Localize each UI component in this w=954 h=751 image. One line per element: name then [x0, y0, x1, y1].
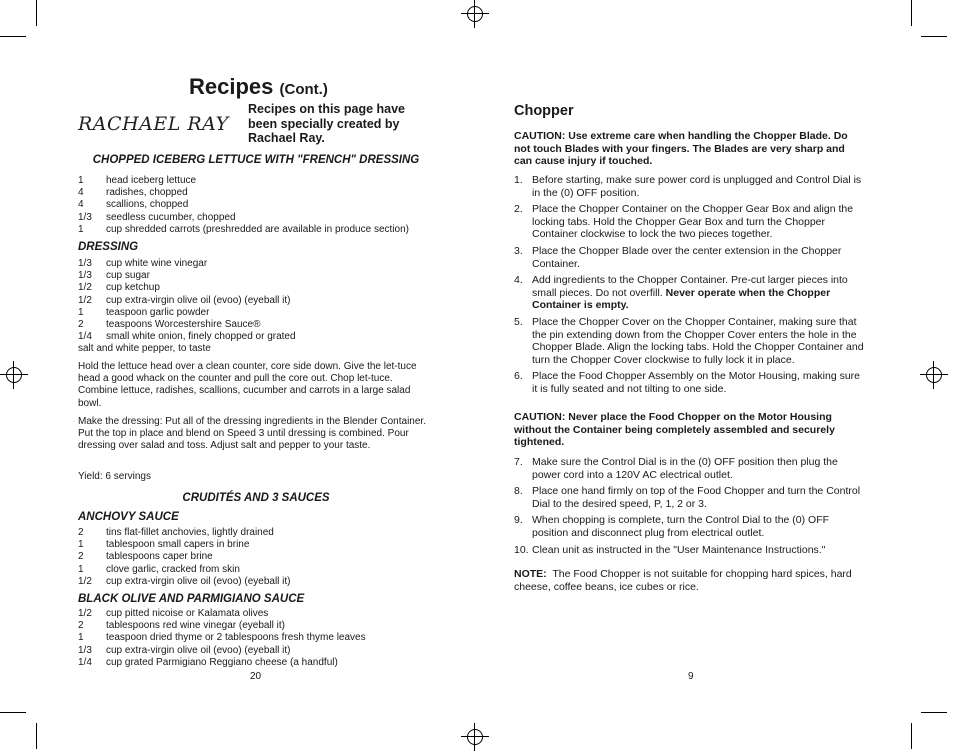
ingredient-row [78, 551, 434, 563]
caution-text: CAUTION: Never place the Food Chopper on the Motor Housing without the Container being completely assembled and securely tightened. [514, 411, 835, 448]
step-item [514, 485, 864, 510]
step-number: 8. [514, 485, 523, 498]
ingredient-quantity: 1/4 [78, 331, 92, 343]
step-item [514, 316, 864, 366]
ingredient-row [78, 319, 434, 331]
ingredient-quantity: 1 [78, 539, 84, 551]
olive-list [78, 608, 434, 669]
ingredient-text: cup grated Parmigiano Reggiano cheese (a handful) [106, 656, 338, 668]
ingredient-quantity: 2 [78, 620, 84, 632]
ingredient-row [78, 539, 434, 551]
step-text: Clean unit as instructed in the "User Maintenance Instructions." [532, 543, 826, 556]
ingredient-text: cup extra-virgin olive oil (evoo) (eyeball it) [106, 294, 291, 306]
ingredient-row [78, 657, 434, 669]
ingredient-text: teaspoons Worcestershire Sauce® [106, 319, 261, 331]
ingredient-row [78, 331, 434, 343]
ingredient-row [78, 282, 434, 294]
ingredient-row [78, 645, 434, 657]
ingredient-text: head iceberg lettuce [106, 175, 197, 186]
ingredient-text: tablespoons red wine vinegar (eyeball it) [106, 620, 285, 632]
note-body: The Food Chopper is not suitable for chopping hard spices, hard cheese, coffee beans, ice cubes or rice. [514, 568, 852, 593]
ingredient-text: cup white wine vinegar [106, 258, 208, 269]
left-page [78, 0, 434, 749]
anchovy-list [78, 527, 434, 588]
ingredient-text: seedless cucumber, chopped [106, 211, 236, 223]
step-item [514, 370, 864, 395]
intro-text: Recipes on this page have been specially created by Rachael Ray. [248, 102, 405, 145]
ingredient-row [78, 564, 434, 576]
crop-mark [911, 723, 912, 749]
step-item [514, 203, 864, 241]
ingredient-quantity: 4 [78, 187, 84, 199]
ingredient-quantity: 1 [78, 563, 84, 575]
step-text: Before starting, make sure power cord is unplugged and Control Dial is in the (0) OFF position. [532, 174, 862, 199]
crop-mark [36, 0, 37, 26]
ingredient-text: tins flat-fillet anchovies, lightly drained [106, 527, 274, 538]
yield-text: Yield: 6 servings [78, 471, 151, 482]
ingredient-quantity: 2 [78, 319, 84, 331]
ingredient-text: cup sugar [106, 270, 150, 282]
ingredient-text: cup pitted nicoise or Kalamata olives [106, 608, 269, 619]
ingredient-quantity: 4 [78, 199, 84, 211]
section-heading: Chopper [514, 103, 574, 119]
step-number: 5. [514, 315, 523, 328]
logo-text: RACHAEL RAY [78, 113, 229, 135]
page-number: 9 [688, 671, 694, 682]
step-text: Place the Chopper Cover on the Chopper Container, making sure that the pin extending down from the Chopper Cover enters the hole in the Chopper Blade. Align the locking tabs. Hold the Chopper Container and turn the Chopper Cover clockwise to fully lock it in place. [532, 315, 864, 366]
ingredient-quantity: 1/3 [78, 644, 92, 656]
step-item [514, 274, 864, 312]
page-number: 20 [250, 671, 262, 682]
step-number: 7. [514, 456, 523, 468]
ingredient-row [78, 632, 434, 644]
ingredient-quantity: 1 [78, 175, 84, 186]
crop-mark [911, 0, 912, 26]
ingredient-quantity: 1/4 [78, 656, 92, 668]
registration-mark [461, 0, 489, 28]
note-label: NOTE: [514, 568, 547, 580]
ingredient-row [78, 212, 434, 224]
crop-mark [36, 723, 37, 749]
recipe-title: CRUDITÉS AND 3 SAUCES [182, 492, 330, 504]
step-text: Place one hand firmly on top of the Food Chopper and turn the Control Dial to the desired speed, P, 1, 2 or 3. [532, 485, 861, 510]
crop-mark [0, 712, 26, 713]
ingredient-quantity: 1/3 [78, 270, 92, 282]
ingredient-text: cup extra-virgin olive oil (evoo) (eyeball it) [106, 575, 291, 587]
step-text: Place the Chopper Blade over the center extension in the Chopper Container. [532, 244, 842, 270]
ingredient-row [78, 258, 434, 270]
title-suffix: (Cont.) [279, 81, 328, 98]
step-text: Make sure the Control Dial is in the (0) OFF position then plug the power cord into a 120V AC electrical outlet. [532, 456, 838, 481]
right-page [514, 0, 864, 749]
ingredient-row [78, 270, 434, 282]
step-text: Add ingredients to the Chopper Container. Pre-cut larger pieces into small pieces. Do not overfill. Never operate when the Chopper Container is empty. [532, 274, 848, 312]
registration-mark [461, 723, 489, 751]
crop-mark [0, 36, 26, 37]
crop-mark [921, 712, 947, 713]
ingredient-row [78, 527, 434, 539]
ingredient-quantity: 1/2 [78, 608, 92, 619]
step-item [514, 514, 864, 539]
ingredient-text: tablespoon small capers in brine [106, 539, 250, 551]
ingredient-row [78, 175, 434, 187]
logo-graphic [78, 108, 230, 138]
ingredient-text: clove garlic, cracked from skin [106, 563, 240, 575]
steps-list [514, 456, 864, 560]
ingredient-row [78, 187, 434, 199]
step-text: Place the Food Chopper Assembly on the Motor Housing, making sure it is fully seated and not tilting to one side. [532, 370, 861, 395]
recipe-title: CHOPPED ICEBERG LETTUCE WITH "FRENCH" DRESSING [92, 154, 420, 166]
instructions-paragraph: Make the dressing: Put all of the dressing ingredients in the Blender Container. Put the top in place and blend on Speed 3 until dressing is combined. Pour dressing over salad and toss. Adjust salt and pepper to your taste. [78, 416, 426, 452]
step-number: 2. [514, 203, 523, 216]
ingredient-text: cup extra-virgin olive oil (evoo) (eyeball it) [106, 644, 291, 656]
ingredient-quantity: 1/3 [78, 258, 92, 269]
step-number: 6. [514, 370, 523, 383]
step-number: 3. [514, 244, 523, 257]
steps-list [514, 174, 864, 400]
ingredient-text: cup ketchup [106, 282, 160, 294]
salt-line: salt and white pepper, to taste [78, 343, 211, 355]
step-item [514, 456, 864, 481]
ingredient-text: teaspoon garlic powder [106, 306, 210, 318]
page-title [189, 74, 328, 100]
ingredient-text: teaspoon dried thyme or 2 tablespoons fresh thyme leaves [106, 632, 366, 644]
ingredient-text: scallions, chopped [106, 199, 189, 211]
note-text [514, 568, 864, 594]
ingredient-quantity: 1/3 [78, 211, 92, 223]
ingredient-text: cup shredded carrots (preshredded are available in produce section) [106, 223, 409, 235]
ingredient-row [78, 224, 434, 236]
instructions-paragraph: Hold the lettuce head over a clean counter, core side down. Give the let-tuce head a good whack on the counter and pull the core out. Chop let-tuce. Combine lettuce, radishes, scallions, cucumber and carrots in a large salad bowl. [78, 361, 417, 409]
step-number: 9. [514, 514, 523, 527]
step-warning: Never operate when the Chopper Container is empty. [532, 286, 831, 312]
step-number: 10. [514, 543, 529, 556]
ingredient-text: tablespoons caper brine [106, 551, 213, 563]
step-item [514, 174, 864, 199]
dressing-list [78, 258, 434, 356]
step-item [514, 245, 864, 270]
ingredient-quantity: 1 [78, 223, 84, 235]
ingredient-list [78, 175, 434, 236]
ingredient-row [78, 307, 434, 319]
ingredient-text: radishes, chopped [106, 187, 188, 199]
step-text: Place the Chopper Container on the Chopper Gear Box and align the locking tabs. Hold the Chopper Gear Box and turn the Chopper Container clockwise to lock the two pieces together. [532, 203, 854, 241]
title-text: Recipes [189, 74, 274, 99]
step-text: When chopping is complete, turn the Control Dial to the (0) OFF position and disconnect plug from electrical outlet. [532, 514, 830, 539]
ingredient-row [78, 620, 434, 632]
ingredient-quantity: 1/2 [78, 294, 92, 306]
ingredient-row [78, 576, 434, 588]
ingredient-row [78, 608, 434, 620]
dressing-heading: DRESSING [78, 241, 139, 253]
olive-heading: BLACK OLIVE AND PARMIGIANO SAUCE [78, 593, 305, 605]
step-number: 1. [514, 174, 523, 186]
ingredient-quantity: 2 [78, 551, 84, 563]
ingredient-text: small white onion, finely chopped or grated [106, 331, 296, 343]
registration-mark [0, 361, 28, 389]
ingredient-quantity: 1/2 [78, 282, 92, 294]
ingredient-quantity: 2 [78, 527, 84, 538]
anchovy-heading: ANCHOVY SAUCE [78, 511, 179, 523]
ingredient-row [78, 199, 434, 211]
rachael-ray-logo [78, 108, 230, 138]
ingredient-quantity: 1 [78, 632, 84, 644]
step-number: 4. [514, 274, 523, 287]
ingredient-quantity: 1/2 [78, 575, 92, 587]
caution-text: CAUTION: Use extreme care when handling the Chopper Blade. Do not touch Blades with your fingers. The Blades are very sharp and can cause injury if touched. [514, 130, 848, 167]
crop-mark [921, 36, 947, 37]
registration-mark [920, 361, 948, 389]
ingredient-quantity: 1 [78, 306, 84, 318]
ingredient-row [78, 295, 434, 307]
step-item [514, 544, 864, 557]
